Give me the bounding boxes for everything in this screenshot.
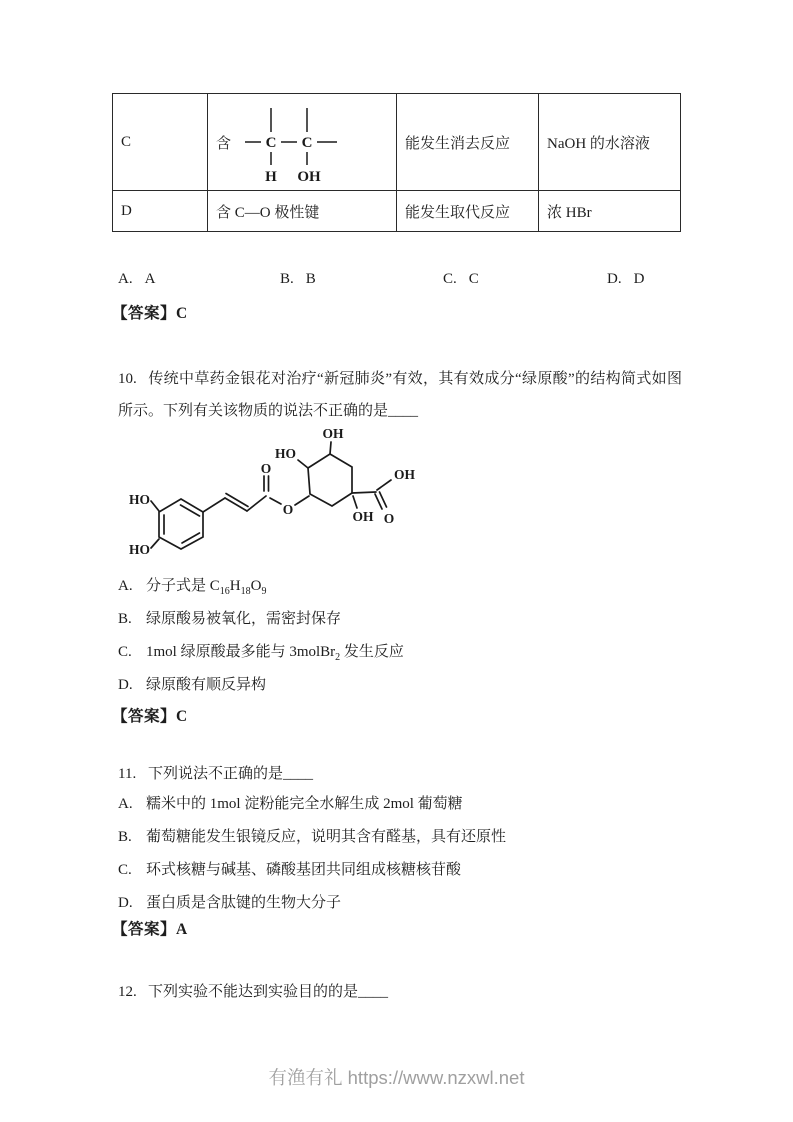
option-text: 绿原酸有顺反异构: [146, 677, 267, 693]
atom-label-c1: C: [265, 135, 277, 151]
substance-prefix: 含: [216, 135, 232, 152]
atom-label-o: O: [260, 461, 272, 476]
option-text: 环式核糖与碱基、磷酸基团共同组成核糖核苷酸: [146, 862, 462, 878]
answer-value: C: [176, 708, 188, 725]
table-row-d: [113, 191, 681, 232]
option-key: B.: [118, 829, 132, 845]
q10-option-a: [118, 574, 404, 597]
question-text: 传统中草药金银花对治疗“新冠肺炎”有效，其有效成分“绿原酸”的结构简式如图所示。下列有关该物质的说法不正确的是____: [118, 371, 682, 419]
q10-option-c: [118, 640, 404, 663]
option-label: C: [121, 133, 132, 150]
answer-value: A: [176, 921, 188, 938]
atom-label-ho: HO: [128, 492, 150, 507]
reagent-text: NaOH 的水溶液: [547, 135, 650, 152]
q11-stem: [118, 758, 682, 790]
q9-option-d: [607, 271, 644, 288]
q10-options: [118, 574, 404, 706]
q11-answer-line: [112, 917, 188, 939]
property-table: [112, 93, 681, 232]
option-text: 葡萄糖能发生银镜反应，说明其含有醛基，具有还原性: [146, 829, 507, 845]
atom-label-oh: OH: [394, 467, 416, 482]
table-row-c: [113, 94, 681, 191]
answer-label: 【答案】: [112, 921, 177, 938]
property-text: 能发生取代反应: [405, 204, 511, 221]
q9-option-a: [118, 271, 155, 288]
q11-options: [118, 792, 506, 924]
answer-label: 【答案】: [112, 305, 177, 322]
reagent-cell: [539, 94, 681, 191]
option-text: 1mol 绿原酸最多能与 3molBr: [146, 644, 336, 660]
question-text: 下列实验不能达到实验目的的是____: [148, 984, 389, 1000]
q11-option-b: [118, 825, 506, 845]
answer-value: C: [176, 305, 188, 322]
question-number: 10.: [118, 371, 137, 387]
atom-label-o: O: [282, 502, 294, 517]
q10-answer-line: [112, 704, 188, 726]
molecule-structure-svg: [110, 423, 420, 568]
option-key: A.: [118, 578, 133, 594]
property-text: 能发生消去反应: [405, 135, 511, 152]
formula-element: H: [229, 578, 241, 594]
q9-option-b: [280, 271, 316, 288]
footer-watermark: [0, 1064, 793, 1090]
atom-label-ho: HO: [128, 542, 150, 557]
answer-label: 【答案】: [112, 708, 177, 725]
reagent-cell: [539, 191, 681, 232]
option-label-cell: [113, 94, 208, 191]
option-label: D: [121, 202, 132, 219]
option-key: C.: [118, 644, 132, 660]
q12-stem: [118, 976, 682, 1008]
option-text: C: [468, 271, 479, 287]
property-cell: [397, 191, 539, 232]
option-key: D.: [118, 895, 133, 911]
option-key: A.: [118, 271, 133, 287]
question-number: 11.: [118, 766, 137, 782]
formula-subscript: 2: [335, 652, 341, 663]
q9-options-row: [0, 271, 793, 291]
option-text: 蛋白质是含肽键的生物大分子: [146, 895, 342, 911]
q11-option-c: [118, 858, 506, 878]
option-key: C.: [118, 862, 132, 878]
atom-label-ho: HO: [274, 446, 296, 461]
substance-cell: [208, 191, 397, 232]
option-text: 绿原酸易被氧化，需密封保存: [146, 611, 342, 627]
option-text: D: [633, 271, 645, 287]
q9-answer-line: [112, 301, 188, 323]
option-key: B.: [118, 611, 132, 627]
option-key: C.: [443, 271, 457, 287]
option-text: B: [305, 271, 316, 287]
atom-label-oh: OH: [322, 426, 344, 441]
question-text: 下列说法不正确的是____: [148, 766, 314, 782]
bond-lines: [245, 108, 337, 165]
option-text: 分子式是: [146, 578, 210, 594]
formula-subscript: 16: [219, 586, 230, 597]
atom-label-o: O: [383, 511, 395, 526]
option-text: 糯米中的 1mol 淀粉能完全水解生成 2mol 葡萄糖: [146, 796, 463, 812]
formula-subscript: 18: [240, 586, 251, 597]
property-cell: [397, 94, 539, 191]
structure-cell: [208, 94, 397, 191]
option-text: A: [144, 271, 156, 287]
q11-option-a: [118, 792, 506, 812]
watermark-text: 有渔有礼 https://www.nzxwl.net: [268, 1067, 525, 1088]
option-text: 发生反应: [340, 644, 404, 660]
option-key: B.: [280, 271, 294, 287]
reagent-text: 浓 HBr: [547, 204, 592, 221]
atom-label-oh: OH: [352, 509, 374, 524]
atom-label-c2: C: [301, 135, 313, 151]
option-label-cell: [113, 191, 208, 232]
molecule-bonds: [151, 442, 391, 549]
formula-subscript: 9: [261, 586, 267, 597]
q10-stem: [118, 363, 682, 427]
structural-formula-svg: [233, 99, 345, 185]
atom-label-h: H: [265, 169, 277, 185]
q10-option-d: [118, 673, 404, 693]
q11-option-d: [118, 891, 506, 911]
q10-option-b: [118, 607, 404, 627]
q9-option-c: [443, 271, 479, 288]
formula-element: C: [209, 578, 220, 594]
option-key: A.: [118, 796, 133, 812]
question-number: 12.: [118, 984, 137, 1000]
substance-text: 含 C—O 极性键: [216, 204, 320, 221]
option-key: D.: [118, 677, 133, 693]
option-key: D.: [607, 271, 622, 287]
atom-label-oh: OH: [297, 169, 321, 185]
formula-element: O: [250, 578, 262, 594]
